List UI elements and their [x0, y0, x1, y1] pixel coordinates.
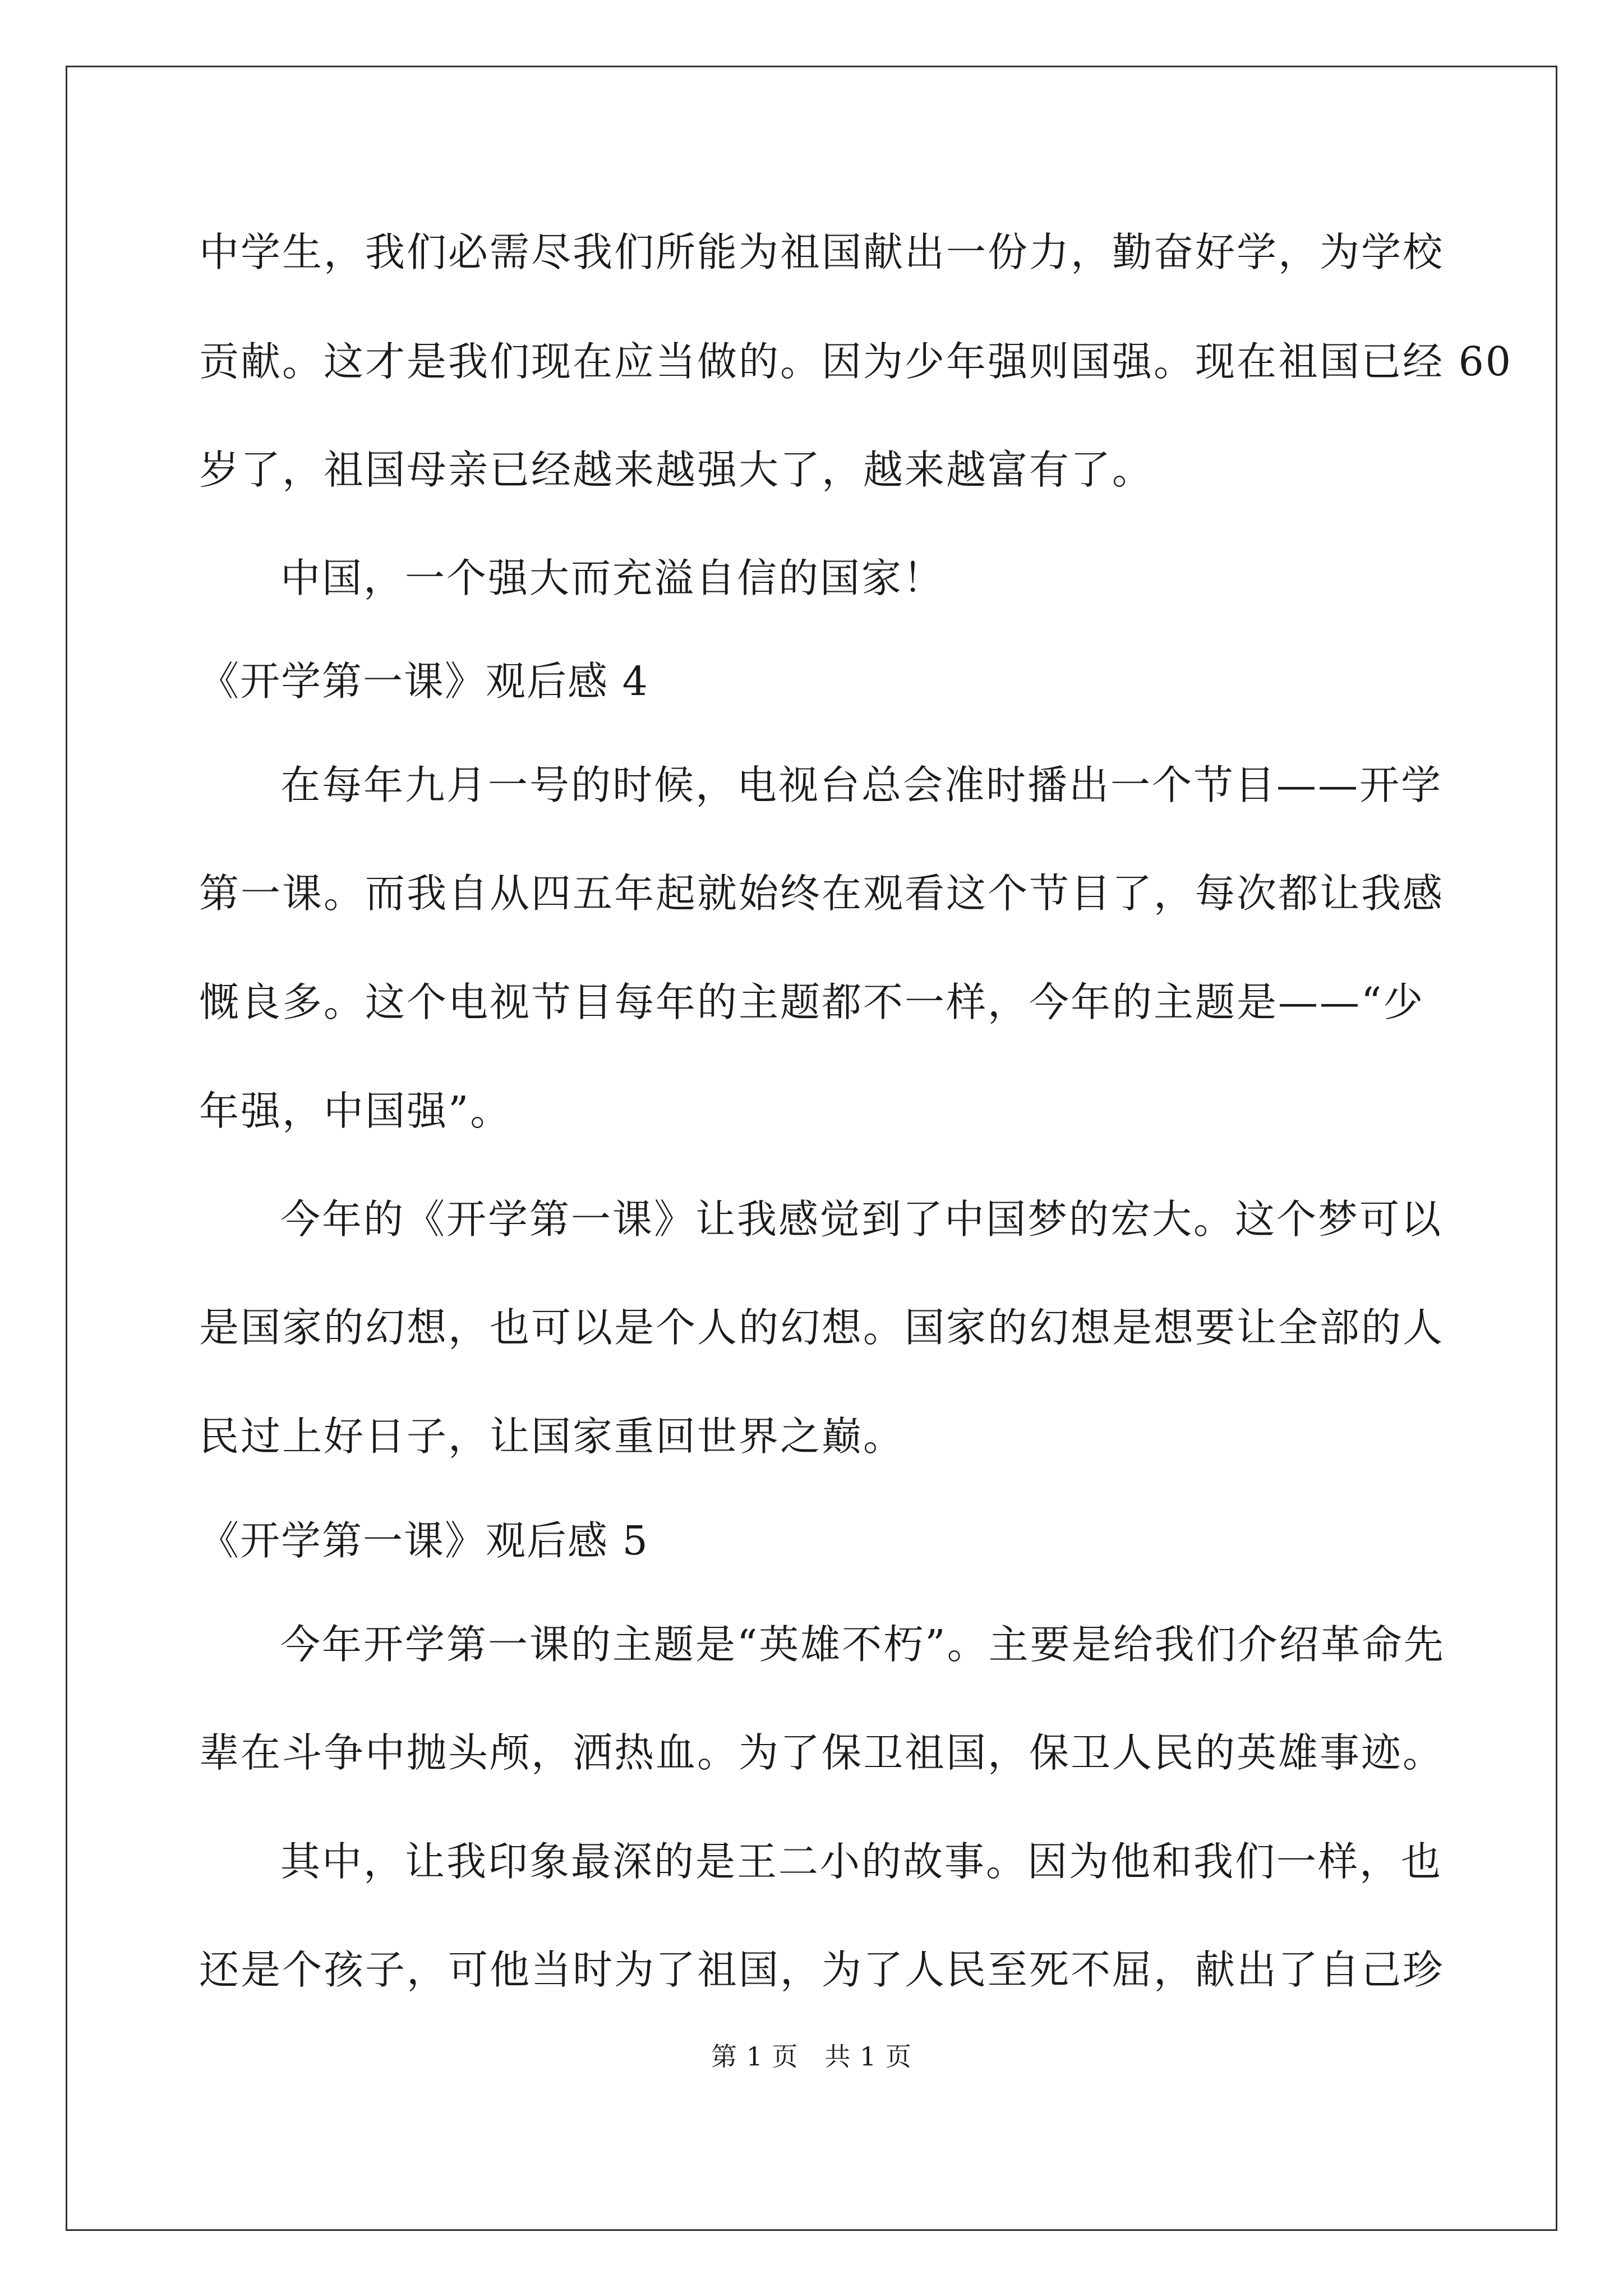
paragraph-line: 中学生，我们必需尽我们所能为祖国献出一份力，勤奋好学，为学校 — [199, 229, 1445, 275]
paragraph-line: 其中，让我印象最深的是王二小的故事。因为他和我们一样，也 — [280, 1838, 1443, 1885]
paragraph-line: 今年开学第一课的主题是“英雄不朽”。主要是给我们介绍革命先 — [280, 1621, 1445, 1668]
paragraph-line: 是国家的幻想，也可以是个人的幻想。国家的幻想是想要让全部的人 — [199, 1304, 1445, 1351]
paragraph-line: 岁了，祖国母亲已经越来越强大了，越来越富有了。 — [199, 447, 1154, 493]
section-heading: 《开学第一课》观后感 4 — [199, 658, 649, 705]
page-footer: 第 1 页 共 1 页 — [711, 2041, 912, 2072]
paragraph-line: 慨良多。这个电视节目每年的主题都不一样，今年的主题是——“少 — [199, 979, 1425, 1025]
paragraph-line: 在每年九月一号的时候，电视台总会准时播出一个节目——开学 — [280, 762, 1443, 808]
paragraph-line: 民过上好日子，让国家重回世界之巅。 — [199, 1413, 905, 1460]
page-border — [66, 66, 1557, 2231]
paragraph-line: 今年的《开学第一课》让我感觉到了中国梦的宏大。这个梦可以 — [280, 1196, 1443, 1243]
paragraph-line: 中国，一个强大而充溢自信的国家！ — [280, 555, 945, 601]
paragraph-line: 还是个孩子，可他当时为了祖国，为了人民至死不屈，献出了自己珍 — [199, 1947, 1445, 1993]
section-heading: 《开学第一课》观后感 5 — [199, 1517, 649, 1564]
paragraph-line: 年强，中国强”。 — [199, 1088, 512, 1134]
paragraph-line: 辈在斗争中抛头颅，洒热血。为了保卫祖国，保卫人民的英雄事迹。 — [199, 1729, 1445, 1776]
paragraph-line: 第一课。而我自从四五年起就始终在观看这个节目了，每次都让我感 — [199, 870, 1445, 917]
paragraph-line: 贡献。这才是我们现在应当做的。因为少年强则国强。现在祖国已经 60 — [199, 338, 1513, 385]
